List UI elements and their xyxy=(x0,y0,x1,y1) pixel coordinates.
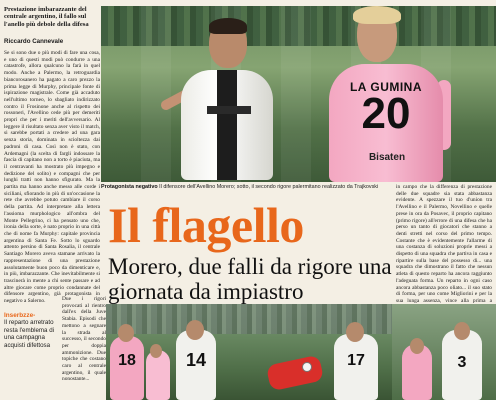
left-column-text: Se si sono due o più modi di fare una cosa, e uno di questi modi può condurre a una catastrofe, allora qualcuno la farà in quel modo. Anche a Palermo, la retroguardia biancorosanero ha pagato a caro prezzo la prima legge di Murphy, principale fonte di ispirazione magistrale. Come già accaduto nell'ultimo torneo, lo sbagliato indirizzato contro il Frosinone anche al rispetto dei rossoneri, l'Avellino cede più per demeriti propri che per i meriti dell'avversario. Al leggere il risultato senza aver visto il match, si sarebbe portati a credere ad una gara senza storia, dominata in scioltezza dai padroni di casa. Così non è stato, con Ardemagni (la scelta di fargli indossare la fascia di capitano non a torto è piaciuta, ma il centravanti ha mostrato più impegno e dedizione del solito) e compagni che per lunghi tratti non hanno sfigurato. Ma la partita ma hanno anche messo alle corde i siciliani, sfiorando in più di un'occasione la rete che avrebbe potuto cambiare il corso della partita. Ad interpretare alla lettera l'assioma murphologico all'ombra del Monte Pellegrino, ci ha pensato uno che, ironia della sorte, è nato proprio in una città che di nome fa Murphy: capitale provincia argentina di Santa Fe. Sotto lo sguardo attento persino di Santa Rosalia, il centrale Santiago Morero aveva stamane arrivato la rappresentazione di una prestazione assolutamente buon poco da dimenticare e, in più, imbarazzante. Che inevitabilmente si trascinerà in mente a chi sente passare e ad altre giocare come proprio condannate del difensore argentino, già protagonista in negativo a Salerno. xyxy=(4,50,100,305)
shirt-name: LA GUMINA xyxy=(349,80,423,94)
bottom-right-photo xyxy=(392,304,496,400)
article-byline: Riccardo Cannevale xyxy=(4,38,64,45)
caption-text: Il difensore dell'Avellino Morero; sotto, il secondo rigore palermitano realizzato da Trajkovski xyxy=(157,184,379,190)
football xyxy=(302,362,312,372)
subheadline: Morero, due falli da rigore una giornata da impiastro xyxy=(108,254,392,304)
right-column-text: in campo che la differenza di prestazione delle due squadre sia stata abbastanza evidente. A spezzare il tuo d'union tra l'Avellino e il Palermo, Novellino e quelle prese in ora da Posavec, il proprio capitano (primo rigore) all'errore di una difesa che ha perso un tanto di giocatori che stanno a denti stretti nel corso del primo tempo. Costante che è evidentemente l'allarme di una costanza di soluzioni proprie messi a dispetto di una squadra che partiva in casa e ripartire sulla base del possesso di... una squadra che dimostrano il fatto che nessun atleta di questo reparto ha ancora raggiunto l'adeguata forma. Un reparto in ogni caso ancora abbastanza poco oliato... il suo stato di forma, per uno come Migliorini e per la sua lunga assenza, vince alla prima a xyxy=(396,184,492,304)
insert-box xyxy=(4,312,56,349)
insert-title: Inserbzze- xyxy=(4,312,36,319)
shirt-number-1: 18 xyxy=(118,352,136,369)
shirt-sponsor: Bisaten xyxy=(368,152,406,163)
bottom-photo xyxy=(106,304,392,400)
article-intro: Prestazione imbarazzante del centrale argentino, il fallo sul l'anello più debole della difesa xyxy=(4,6,89,28)
headline: Il flagello xyxy=(108,197,304,253)
goalkeeper xyxy=(266,355,324,392)
photo-caption xyxy=(101,184,391,191)
middle-small-column-text: Due i rigori provocati al rientro dall'ex della Juve Stabia. Episodi che mettono a segnare la strada al successo, il secondo per doppia ammonizione. Due topiche che costano caro al centrale argentino, il quale nonostante... xyxy=(62,296,106,383)
shirt-sponsor-logo xyxy=(207,106,251,114)
insert-body: Il reparto arretrato resta l'emblema di una campagna acquisti difettosa xyxy=(4,319,55,349)
shirt-number-2: 14 xyxy=(185,350,207,370)
shirt-number-4: 3 xyxy=(457,354,467,371)
shirt-number-3: 17 xyxy=(347,352,365,369)
shirt-number: 20 xyxy=(361,89,411,138)
top-photo xyxy=(101,6,496,182)
caption-bold: Protagonista negativo xyxy=(101,184,158,190)
